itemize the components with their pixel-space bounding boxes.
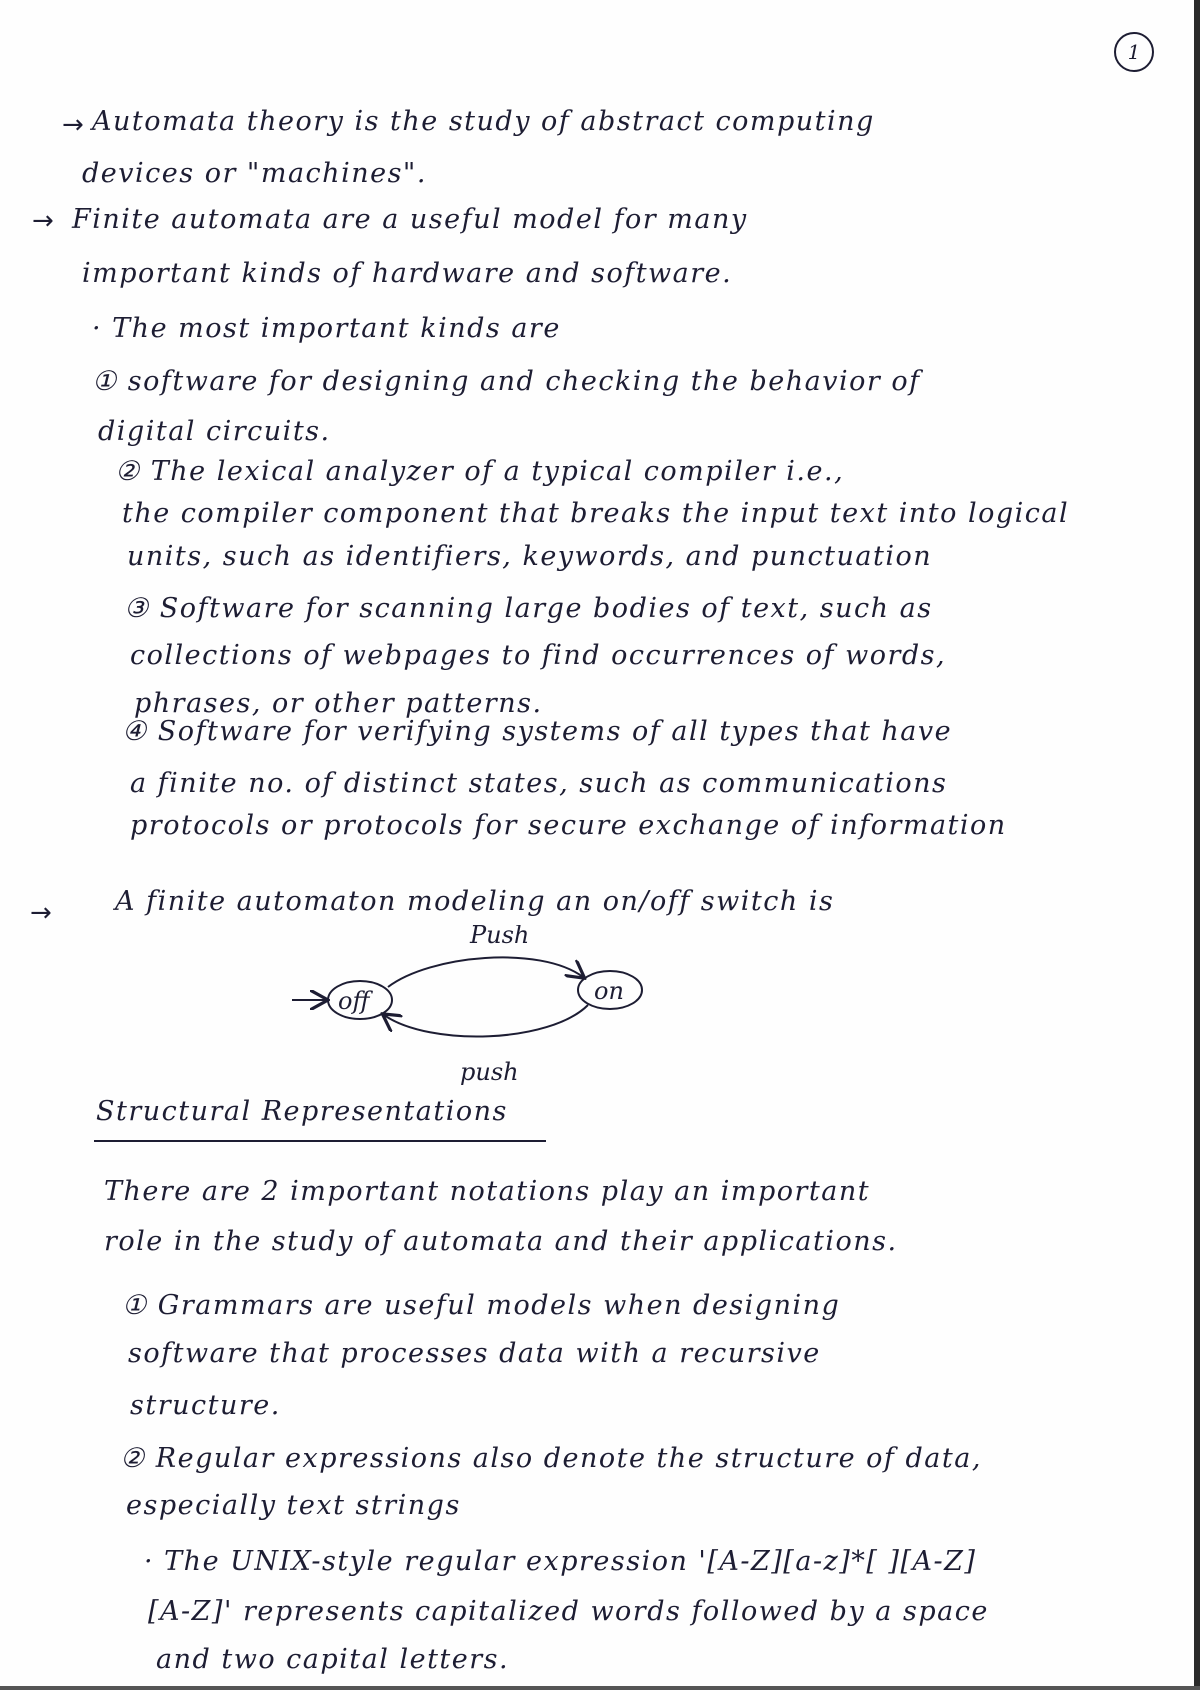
page-number-text: 1 bbox=[1127, 40, 1141, 64]
bullet-arrow-icon: → bbox=[62, 110, 84, 140]
unix-line-a: · The UNIX-style regular expression '[A-Z][a-z]*[ ][A-Z] bbox=[144, 1546, 977, 1577]
kind-4-line-b: a finite no. of distinct states, such as communications bbox=[130, 768, 948, 799]
regex-line-a: ② Regular expressions also denote the structure of data, bbox=[120, 1443, 982, 1474]
bullet-arrow-icon: → bbox=[30, 898, 52, 928]
intro-line-2: devices or "machines". bbox=[82, 158, 427, 189]
kind-2-line-a: ② The lexical analyzer of a typical compiler i.e., bbox=[115, 456, 845, 487]
scan-bottom-edge bbox=[0, 1686, 1200, 1690]
regex-line-b: especially text strings bbox=[126, 1490, 461, 1521]
kind-2-line-b: the compiler component that breaks the input text into logical bbox=[122, 498, 1070, 529]
heading-underline bbox=[94, 1140, 546, 1142]
intro-line-3: Finite automata are a useful model for many bbox=[72, 204, 748, 235]
page-number bbox=[1114, 32, 1154, 72]
kind-4-line-a: ④ Software for verifying systems of all types that have bbox=[122, 716, 953, 747]
transition-off-to-on bbox=[388, 957, 583, 987]
kind-2-line-c: units, such as identifiers, keywords, and punctuation bbox=[127, 541, 933, 572]
grammar-line-c: structure. bbox=[130, 1390, 281, 1421]
state-off-label: off bbox=[338, 987, 370, 1015]
transition-bottom-label: push bbox=[460, 1058, 519, 1086]
kind-1-line-b: digital circuits. bbox=[98, 416, 331, 447]
intro-line-4: important kinds of hardware and software. bbox=[82, 258, 733, 289]
bullet-arrow-icon: → bbox=[32, 206, 54, 236]
kind-3-line-c: phrases, or other patterns. bbox=[134, 688, 543, 719]
structural-line-2: role in the study of automata and their applications. bbox=[104, 1226, 898, 1257]
grammar-line-b: software that processes data with a recursive bbox=[128, 1338, 821, 1369]
intro-line-5: · The most important kinds are bbox=[92, 313, 561, 344]
state-on-label: on bbox=[594, 977, 624, 1005]
transition-top-label: Push bbox=[470, 925, 530, 949]
switch-automaton-diagram bbox=[260, 925, 680, 1095]
switch-intro-line: A finite automaton modeling an on/off switch is bbox=[115, 886, 835, 917]
unix-line-b: [A-Z]' represents capitalized words followed by a space bbox=[148, 1596, 989, 1627]
kind-1-line-a: ① software for designing and checking the behavior of bbox=[92, 366, 921, 397]
grammar-line-a: ① Grammars are useful models when designing bbox=[122, 1290, 841, 1321]
transition-on-to-off bbox=[384, 1005, 588, 1037]
kind-3-line-b: collections of webpages to find occurrences of words, bbox=[130, 640, 947, 671]
intro-line-1: Automata theory is the study of abstract computing bbox=[92, 106, 875, 137]
kind-3-line-a: ③ Software for scanning large bodies of text, such as bbox=[124, 593, 933, 624]
kind-4-line-c: protocols or protocols for secure exchange of information bbox=[130, 810, 1007, 841]
structural-line-1: There are 2 important notations play an important bbox=[104, 1176, 871, 1207]
unix-line-c: and two capital letters. bbox=[156, 1644, 510, 1675]
scan-edge bbox=[1194, 0, 1200, 1690]
section-heading: Structural Representations bbox=[96, 1096, 508, 1127]
